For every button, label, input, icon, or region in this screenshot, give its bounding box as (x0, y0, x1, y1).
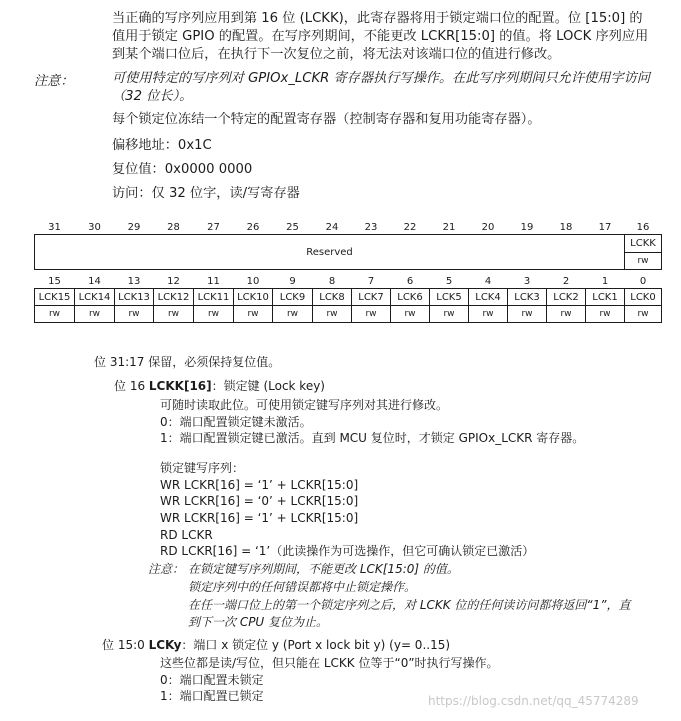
bit-number: 4 (484, 275, 492, 287)
lck-access: rw (35, 306, 75, 323)
bit-number: 19 (520, 221, 534, 233)
note-line-2: （32 位长）。 (112, 89, 193, 104)
bit-number: 7 (367, 275, 375, 287)
lock-sequence-step: WR LCKR[16] = ‘0’ + LCKR[15:0] (160, 494, 359, 508)
bit-16-prefix: 位 16 (114, 379, 149, 393)
bit-number: 15 (48, 275, 61, 287)
lck-field: LCK10 (234, 289, 273, 306)
bit-number: 17 (598, 221, 612, 233)
lck-access: rw (547, 306, 586, 323)
bit-number: 0 (639, 275, 647, 287)
lck-access: rw (234, 306, 273, 323)
lck-access: rw (508, 306, 547, 323)
reset-value: 复位值：0x0000 0000 (112, 162, 253, 177)
bit-16-line-1: 可随时读取此位。可使用锁定键写序列对其进行修改。 (160, 398, 449, 412)
note-label: 注意： (34, 74, 74, 89)
intro-line-2: 值用于锁定 GPIO 的配置。在写序列期间，不能更改 LCKR[15:0] 的值。将 LOCK 序列应用 (112, 29, 649, 44)
bits-15-0-heading (102, 637, 450, 653)
lck-field: LCK5 (430, 289, 469, 306)
lck-access: rw (469, 306, 508, 323)
lck-access: rw (391, 306, 430, 323)
bit-number: 10 (246, 275, 260, 287)
lck-field: LCK4 (469, 289, 508, 306)
bits-15-0-suffix: ：端口 x 锁定位 y (Port x lock bit y) (y= 0..15) (181, 638, 451, 652)
bit-number: 24 (325, 221, 339, 233)
bit-number: 22 (403, 221, 417, 233)
lck-access: rw (430, 306, 469, 323)
bit-16-suffix: ：锁定键 (Lock key) (211, 379, 325, 393)
bits-31-17-desc: 位 31:17 保留，必须保持复位值。 (94, 355, 281, 369)
bit-16-line-2: 0：端口配置锁定键未激活。 (160, 415, 312, 429)
bit-number: 11 (207, 275, 220, 287)
note-line-1: 可使用特定的写序列对 GPIOx_LCKR 寄存器执行写操作。在此写序列期间只允许使用字访问 (112, 71, 650, 86)
bits-15-0-line-1: 这些位都是读/写位，但只能在 LCKK 位等于“0”时执行写操作。 (160, 656, 499, 670)
bits-15-0-field-name: LCKy (148, 638, 182, 652)
intro-line-3: 到某个端口位后，在执行下一次复位之前，将无法对该端口位的值进行修改。 (112, 47, 561, 62)
bit-number: 2 (562, 275, 570, 287)
lck-access: rw (352, 306, 391, 323)
lck-field: LCK0 (625, 289, 662, 306)
bit-number: 9 (289, 275, 296, 287)
note2-line-2: 锁定序列中的任何错误都将中止锁定操作。 (188, 580, 417, 594)
lck-field: LCK14 (75, 289, 115, 306)
bit-number: 25 (286, 221, 299, 233)
lck-access: rw (154, 306, 194, 323)
bit-number: 8 (328, 275, 336, 287)
bit-number: 29 (127, 221, 141, 233)
bit-number: 30 (88, 221, 101, 233)
freeze-description: 每个锁定位冻结一个特定的配置寄存器（控制寄存器和复用功能寄存器）。 (112, 112, 541, 127)
bit-number: 21 (442, 221, 456, 233)
bits-15-0-line-2: 0：端口配置未锁定 (160, 673, 264, 687)
note2-label: 注意： (148, 562, 185, 576)
lock-sequence-step: WR LCKR[16] = ‘1’ + LCKR[15:0] (160, 511, 359, 525)
lck-access: rw (75, 306, 115, 323)
bit-number: 13 (127, 275, 141, 287)
bit-number: 26 (246, 221, 260, 233)
reserved-field: Reserved (35, 235, 625, 270)
lck-field: LCK1 (586, 289, 625, 306)
bit-number: 23 (364, 221, 378, 233)
bit-16-field-name: LCKK[16] (148, 379, 212, 393)
lck-field: LCK15 (35, 289, 75, 306)
bit-number: 31 (48, 221, 61, 233)
lck-field: LCK12 (154, 289, 194, 306)
register-upper-table (34, 220, 662, 270)
lck-field: LCK7 (352, 289, 391, 306)
bits-15-0-line-3: 1：端口配置已锁定 (160, 689, 264, 703)
lck-field: LCK2 (547, 289, 586, 306)
watermark: https://blog.csdn.net/qq_45774289 (428, 694, 639, 708)
bit-number: 14 (88, 275, 101, 287)
lck-access: rw (625, 306, 662, 323)
offset-address: 偏移地址：0x1C (112, 138, 212, 153)
lckk-field: LCKK (625, 235, 662, 253)
access-info: 访问：仅 32 位字，读/写寄存器 (112, 186, 300, 201)
bits-15-0-prefix: 位 15:0 (102, 638, 149, 652)
bit-number: 18 (559, 221, 573, 233)
bit-number: 16 (636, 221, 650, 233)
lock-sequence-step: WR LCKR[16] = ‘1’ + LCKR[15:0] (160, 478, 359, 492)
lck-access: rw (273, 306, 313, 323)
bit-number: 1 (601, 275, 609, 287)
lck-access: rw (194, 306, 234, 323)
lck-field: LCK13 (115, 289, 154, 306)
lck-field: LCK9 (273, 289, 313, 306)
lckk-access: rw (625, 252, 662, 270)
lck-field: LCK3 (508, 289, 547, 306)
intro-line-1: 当正确的写序列应用到第 16 位 (LCKK)，此寄存器将用于锁定端口位的配置。位 [15:0] 的 (112, 11, 643, 26)
bit-number: 28 (167, 221, 180, 233)
bit-number: 12 (167, 275, 180, 287)
lck-access: rw (115, 306, 154, 323)
lock-sequence-step: RD LCKR (160, 528, 213, 542)
note2-line-3: 在任一端口位上的第一个锁定序列之后，对 LCKK 位的任何读访问都将返回“1”，直 (188, 598, 631, 612)
bit-number: 5 (445, 275, 453, 287)
lck-access: rw (586, 306, 625, 323)
bit-number: 20 (481, 221, 495, 233)
lck-field: LCK6 (391, 289, 430, 306)
bit-16-line-3: 1：端口配置锁定键已激活。直到 MCU 复位时，才锁定 GPIOx_LCKR 寄存器。 (160, 431, 585, 445)
lock-sequence-title: 锁定键写序列： (160, 461, 245, 475)
bit-number: 6 (406, 275, 414, 287)
register-lower-table (34, 274, 662, 323)
lck-field: LCK8 (313, 289, 352, 306)
note2-line-1: 在锁定键写序列期间，不能更改 LCK[15:0] 的值。 (188, 562, 459, 576)
bit-number: 27 (207, 221, 220, 233)
lck-field: LCK11 (194, 289, 234, 306)
bit-16-heading (114, 378, 325, 394)
note2-line-4: 到下一次 CPU 复位为止。 (188, 615, 329, 629)
lock-sequence-step: RD LCKR[16] = ‘1’（此读操作为可选操作，但它可确认锁定已激活） (160, 544, 535, 558)
bit-number: 3 (523, 275, 531, 287)
lck-access: rw (313, 306, 352, 323)
